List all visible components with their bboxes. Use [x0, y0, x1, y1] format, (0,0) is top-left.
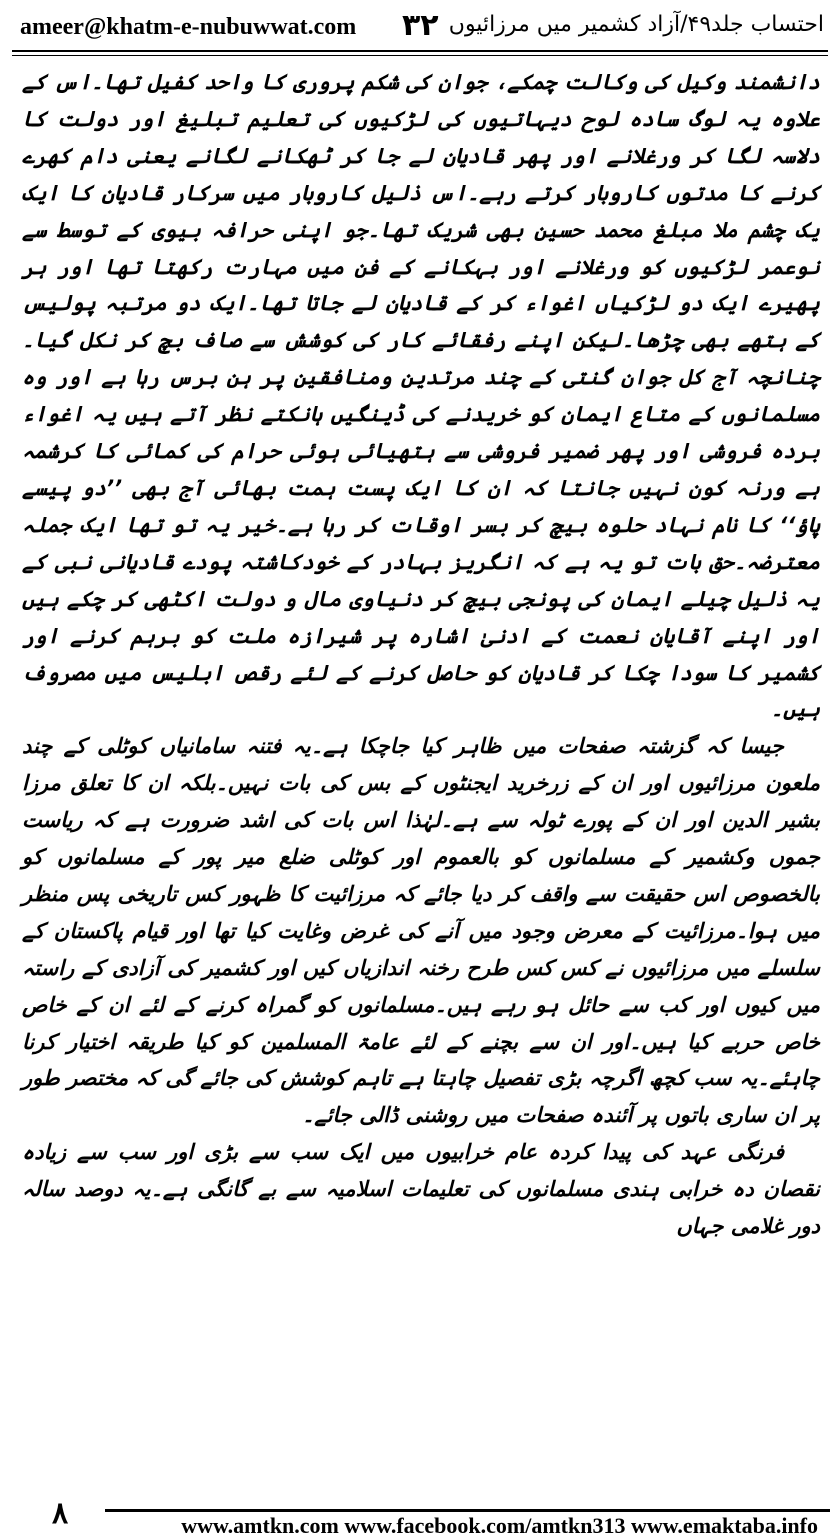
- article-body: [22, 64, 820, 1245]
- footer-websites: www.amtkn.com www.facebook.com/amtkn313 www.emaktaba.info: [181, 1513, 818, 1538]
- paragraph-3: فرنگی عہد کی پیدا کردہ عام خرابیوں میں ایک سب سے بڑی اور سب سے زیادہ نقصان دہ خرابی ہندی مسلمانوں کی تعلیمات اسلامیہ سے بے گانگی ہے۔یہ دوصد سالہ دور غلامی جہاں: [22, 1140, 820, 1239]
- header-title: احتساب جلد۴۹/آزاد کشمیر میں مرزائیوں: [448, 12, 824, 37]
- footer-page-number: ۸: [52, 1497, 69, 1530]
- page-header: [0, 0, 840, 50]
- paragraph-1: دانشمند وکیل کی وکالت چمکے، جوان کی شکم پروری کا واحد کفیل تھا۔اس کے علاوہ یہ لوگ سادہ لوح دیہاتیوں کی لڑکیوں کی تعلیم تبلیغ اور دولت کا دلاسہ لگا کر ورغلانے اور پھر قادیان لے جا کر ٹھکانے لگانے یعنی دام کھرے کرنے کا مدتوں کاروبار کرتے رہے۔اس ذلیل کاروبار میں سرکار قادیان کا ایک یک چشم ملا مبلغ محمد حسین بھی شریک تھا۔جو اپنی حرافہ بیوی کے توسط سے نوعمر لڑکیوں کو ورغلانے اور بہکانے کے فن میں مہارت رکھتا تھا اور ہر پھیرے ایک دو لڑکیاں اغواء کر کے قادیان لے جاتا تھا۔ایک دو مرتبہ پولیس کے ہتھے بھی چڑھا۔لیکن اپنے رفقائے کار کی کوشش سے صاف بچ کر نکل گیا۔چنانچہ آج کل جوان گنتی کے چند مرتدین ومنافقین پر ہن برس رہا ہے اور وہ مسلمانوں کے متاع ایمان کو خریدنے کی ڈینگیں ہانکتے نظر آتے ہیں یہ اغواء بردہ فروشی اور پھر ضمیر فروشی سے ہتھیائی ہوئی حرام کی کمائی کا کرشمہ ہے ورنہ کون نہیں جانتا کہ ان کا ایک پست ہمت بھائی آج بھی ’’دو پیسے پاؤ‘‘ کا نام نہاد حلوہ بیچ کر بسر اوقات کر رہا ہے۔خیر یہ تو تھا ایک جملہ معترضہ۔حق بات تو یہ ہے کہ انگریز بہادر کے خودکاشتہ پودے قادیانی نبی کے یہ ذلیل چیلے ایمان کی پونجی بیچ کر دنیاوی مال و دولت اکٹھی کر چکے ہیں اور اپنے آقایان نعمت کے ادنیٰ اشارہ پر شیرازہ ملت کو برہم کرنے اور کشمیر کا سودا چکا کر قادیان کو حاصل کرنے کے لئے رقص ابلیس میں مصروف ہیں۔: [22, 70, 820, 722]
- page-footer: [10, 1497, 830, 1537]
- header-email: ameer@khatm-e-nubuwwat.com: [20, 14, 357, 40]
- header-divider: [12, 50, 828, 56]
- paragraph-2: جیسا کہ گزشتہ صفحات میں ظاہر کیا جاچکا ہے۔یہ فتنہ سامانیاں کوٹلی کے چند ملعون مرزائیوں اور ان کے زرخرید ایجنٹوں کے بس کی بات نہیں۔بلکہ ان کا تعلق مرزا بشیر الدین اور ان کے پورے ٹولہ سے ہے۔لہٰذا اس بات کی اشد ضرورت ہے کہ ریاست جموں وکشمیر کے مسلمانوں کو بالعموم اور کوٹلی ضلع میر پور کے مسلمانوں کو بالخصوص اس حقیقت سے واقف کر دیا جائے کہ مرزائیت کا ظہور کس تاریخی پس منظر میں ہوا۔مرزائیت کے معرض وجود میں آنے کی غرض وغایت کیا تھا اور قیام پاکستان کے سلسلے میں مرزائیوں نے کس کس طرح رخنہ اندازیاں کیں اور کشمیر کی آزادی کے راستہ میں کیوں اور کب سے حائل ہو رہے ہیں۔مسلمانوں کو گمراہ کرنے کے لئے ان کے خاص خاص حربے کیا ہیں۔اور ان سے بچنے کے لئے عامۃ المسلمین کو کیا طریقہ اختیار کرنا چاہئے۔یہ سب کچھ اگرچہ بڑی تفصیل چاہتا ہے تاہم کوشش کی جائے گی کہ مختصر طور پر ان ساری باتوں پر آئندہ صفحات میں روشنی ڈالی جائے۔: [22, 734, 820, 1128]
- header-page-number: ۳۲: [402, 8, 439, 43]
